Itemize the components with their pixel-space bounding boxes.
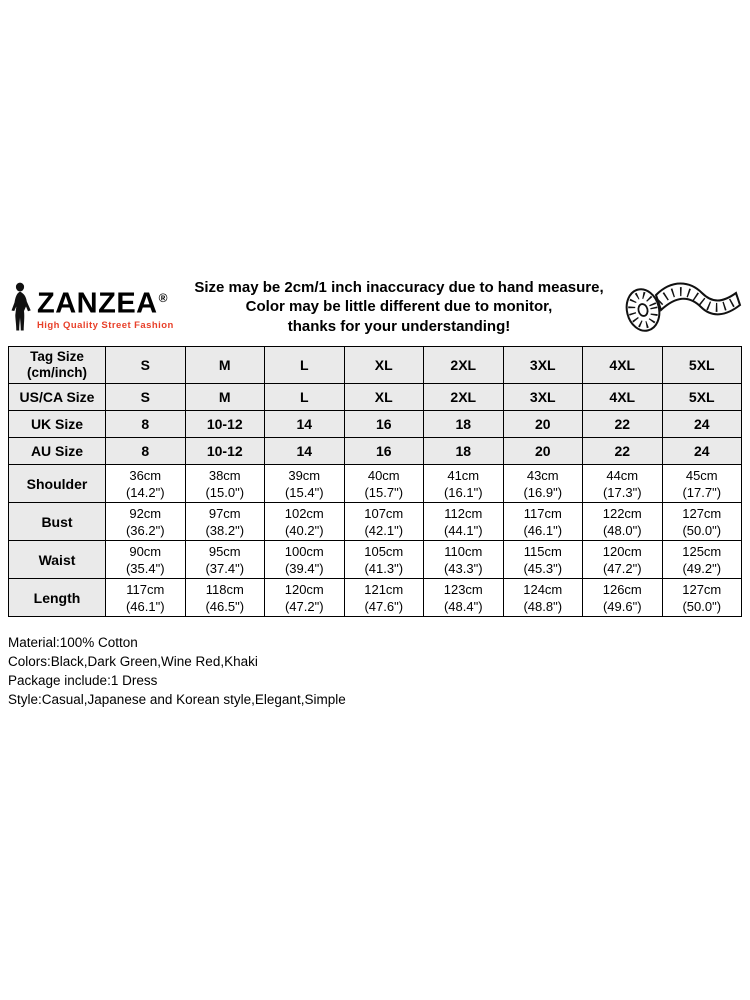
size-header-cell: 4XL — [583, 347, 663, 384]
measure-cell: 97cm (38.2") — [185, 503, 265, 541]
size-header-cell: L — [265, 347, 345, 384]
size-cell: 14 — [265, 438, 345, 465]
size-disclaimer — [188, 278, 616, 337]
measure-cell: 120cm (47.2") — [265, 579, 345, 617]
detail-material: Material:100% Cotton — [8, 635, 138, 650]
disclaimer-line-3: thanks for your understanding! — [287, 317, 511, 335]
measure-cell: 127cm (50.0") — [662, 579, 742, 617]
row-label-usca: US/CA Size — [9, 384, 106, 411]
size-header-cell: 3XL — [503, 347, 583, 384]
row-label-line: (cm/inch) — [26, 365, 87, 380]
measure-cell: 36cm (14.2") — [106, 465, 186, 503]
measure-cell: 107cm (42.1") — [344, 503, 424, 541]
measure-cell: 92cm (36.2") — [106, 503, 186, 541]
measure-cell: 115cm (45.3") — [503, 541, 583, 579]
size-table — [8, 346, 742, 617]
registered-mark: ® — [158, 290, 168, 305]
disclaimer-line-2: Color may be little different due to monitor, — [245, 298, 553, 316]
size-cell: 22 — [583, 411, 663, 438]
size-header-cell: XL — [344, 347, 424, 384]
measure-cell: 117cm (46.1") — [503, 503, 583, 541]
row-label-tag-size — [9, 347, 106, 384]
size-cell: 24 — [662, 411, 742, 438]
measure-cell: 117cm (46.1") — [106, 579, 186, 617]
measure-cell: 122cm (48.0") — [583, 503, 663, 541]
measuring-tape-icon — [616, 272, 742, 338]
size-header-cell: 2XL — [424, 347, 504, 384]
measure-cell: 43cm (16.9") — [503, 465, 583, 503]
measure-cell: 38cm (15.0") — [185, 465, 265, 503]
size-cell: 8 — [106, 411, 186, 438]
measure-cell: 105cm (41.3") — [344, 541, 424, 579]
measure-cell: 40cm (15.7") — [344, 465, 424, 503]
brand-logo-text — [37, 283, 174, 332]
size-cell: 16 — [344, 411, 424, 438]
table-row-bust — [9, 503, 742, 541]
row-label-waist: Waist — [9, 541, 106, 579]
size-cell: 18 — [424, 411, 504, 438]
size-cell: S — [106, 384, 186, 411]
measure-cell: 110cm (43.3") — [424, 541, 504, 579]
detail-package: Package include:1 Dress — [8, 673, 158, 688]
brand-logo — [8, 282, 188, 332]
size-cell: 10-12 — [185, 411, 265, 438]
product-details — [8, 633, 742, 709]
size-cell: 2XL — [424, 384, 504, 411]
measure-cell: 39cm (15.4") — [265, 465, 345, 503]
measure-cell: 45cm (17.7") — [662, 465, 742, 503]
measure-cell: 126cm (49.6") — [583, 579, 663, 617]
size-cell: 20 — [503, 411, 583, 438]
measure-cell: 41cm (16.1") — [424, 465, 504, 503]
measure-cell: 125cm (49.2") — [662, 541, 742, 579]
size-cell: 24 — [662, 438, 742, 465]
measure-cell: 118cm (46.5") — [185, 579, 265, 617]
measure-cell: 100cm (39.4") — [265, 541, 345, 579]
measure-cell: 44cm (17.3") — [583, 465, 663, 503]
size-cell: 10-12 — [185, 438, 265, 465]
detail-style: Style:Casual,Japanese and Korean style,Elegant,Simple — [8, 692, 346, 707]
measure-cell: 121cm (47.6") — [344, 579, 424, 617]
detail-colors: Colors:Black,Dark Green,Wine Red,Khaki — [8, 654, 258, 669]
measure-cell: 123cm (48.4") — [424, 579, 504, 617]
table-row-uk-size — [9, 411, 742, 438]
brand-tagline: High Quality Street Fashion — [37, 320, 174, 332]
disclaimer-line-1: Size may be 2cm/1 inch inaccuracy due to hand measure, — [194, 278, 604, 296]
brand-name — [37, 283, 174, 319]
table-row-usca-size — [9, 384, 742, 411]
measure-cell: 127cm (50.0") — [662, 503, 742, 541]
table-row-au-size — [9, 438, 742, 465]
row-label-au: AU Size — [9, 438, 106, 465]
table-row-tag-size — [9, 347, 742, 384]
measure-cell: 90cm (35.4") — [106, 541, 186, 579]
measure-cell: 112cm (44.1") — [424, 503, 504, 541]
measure-cell: 124cm (48.8") — [503, 579, 583, 617]
size-cell: 20 — [503, 438, 583, 465]
table-row-length — [9, 579, 742, 617]
row-label-bust: Bust — [9, 503, 106, 541]
row-label-shoulder: Shoulder — [9, 465, 106, 503]
measure-cell: 120cm (47.2") — [583, 541, 663, 579]
size-chart-content — [8, 272, 742, 709]
size-cell: 4XL — [583, 384, 663, 411]
row-label-length: Length — [9, 579, 106, 617]
brand-name-text: ZANZEA — [37, 287, 158, 320]
size-header-cell: M — [185, 347, 265, 384]
measure-cell: 102cm (40.2") — [265, 503, 345, 541]
row-label-uk: UK Size — [9, 411, 106, 438]
size-cell: L — [265, 384, 345, 411]
size-header-cell: 5XL — [662, 347, 742, 384]
size-cell: XL — [344, 384, 424, 411]
measure-cell: 95cm (37.4") — [185, 541, 265, 579]
size-cell: 16 — [344, 438, 424, 465]
size-cell: 18 — [424, 438, 504, 465]
table-row-waist — [9, 541, 742, 579]
chart-header — [8, 272, 742, 342]
size-cell: M — [185, 384, 265, 411]
size-cell: 22 — [583, 438, 663, 465]
row-label-line: Tag Size — [30, 349, 84, 364]
size-cell: 8 — [106, 438, 186, 465]
size-header-cell: S — [106, 347, 186, 384]
woman-figure-icon — [8, 282, 32, 332]
size-cell: 3XL — [503, 384, 583, 411]
measuring-tape-wrap — [616, 272, 742, 343]
size-cell: 14 — [265, 411, 345, 438]
size-cell: 5XL — [662, 384, 742, 411]
table-row-shoulder — [9, 465, 742, 503]
